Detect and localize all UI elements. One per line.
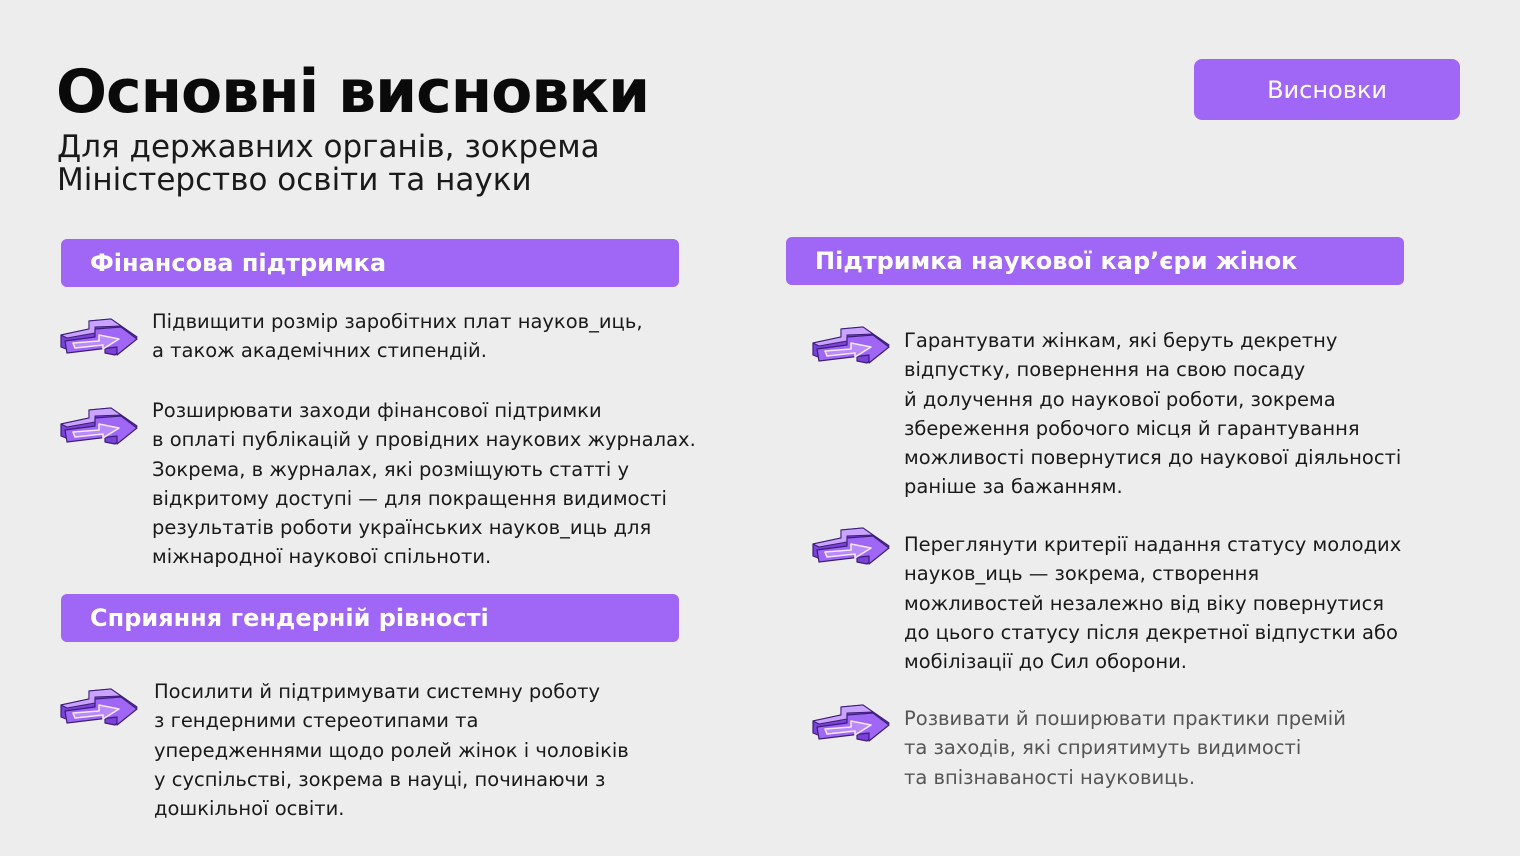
item-line: відкритому доступі — для покращення видимості bbox=[152, 486, 667, 510]
arrow-icon bbox=[811, 520, 891, 572]
gender-section-header: Сприяння гендерній рівності bbox=[61, 594, 679, 642]
item-line: збереження робочого місця й гарантування bbox=[904, 416, 1360, 440]
item-line: до цього статусу після декретної відпустки або bbox=[904, 620, 1398, 644]
item-line: Підвищити розмір заробітних плат науков_иць, bbox=[152, 310, 643, 333]
item-line: з гендерними стереотипами та bbox=[154, 709, 479, 733]
page-subtitle bbox=[57, 131, 600, 197]
item-line: науков_иць — зокрема, створення bbox=[904, 562, 1260, 586]
item-line: у суспільстві, зокрема в науці, починаючи з bbox=[154, 767, 606, 791]
item-line: Зокрема, в журналах, які розміщують статті у bbox=[152, 457, 630, 481]
arrow-icon bbox=[59, 311, 139, 363]
section-badge: Висновки bbox=[1194, 59, 1460, 120]
subtitle-line: Міністерство освіти та науки bbox=[57, 162, 532, 198]
career-item-3 bbox=[904, 704, 1346, 792]
item-line: Розширювати заходи фінансової підтримки bbox=[152, 399, 602, 422]
item-line: та заходів, які сприятимуть видимості bbox=[904, 736, 1302, 760]
item-line: Гарантувати жінкам, які беруть декретну bbox=[904, 329, 1338, 352]
gender-item-1 bbox=[154, 677, 629, 823]
arrow-icon bbox=[811, 319, 891, 371]
arrow-icon bbox=[59, 400, 139, 452]
item-line: Посилити й підтримувати системну роботу bbox=[154, 680, 601, 703]
item-line: раніше за бажанням. bbox=[904, 475, 1123, 499]
item-line: відпустку, повернення на свою посаду bbox=[904, 358, 1306, 382]
item-line: міжнародної наукової спільноти. bbox=[152, 545, 492, 569]
item-line: Розвивати й поширювати практики премій bbox=[904, 707, 1346, 730]
career-item-1 bbox=[904, 326, 1401, 502]
item-line: дошкільної освіти. bbox=[154, 797, 345, 821]
finance-item-1 bbox=[152, 307, 643, 366]
item-line: можливості повернутися до наукової діяльності bbox=[904, 446, 1402, 470]
item-line: й долучення до наукової роботи, зокрема bbox=[904, 387, 1336, 411]
item-line: Переглянути критерії надання статусу молодих bbox=[904, 533, 1402, 556]
item-line: можливостей незалежно від віку повернутися bbox=[904, 591, 1385, 615]
item-line: упередженнями щодо ролей жінок і чоловіків bbox=[154, 738, 629, 762]
item-line: а також академічних стипендій. bbox=[152, 339, 487, 363]
item-line: мобілізації до Сил оборони. bbox=[904, 650, 1187, 674]
arrow-icon bbox=[59, 681, 139, 733]
item-line: та впізнаваності науковиць. bbox=[904, 765, 1196, 789]
finance-section-header: Фінансова підтримка bbox=[61, 239, 679, 287]
career-item-2 bbox=[904, 530, 1401, 676]
subtitle-line: Для державних органів, зокрема bbox=[57, 129, 600, 165]
item-line: результатів роботи українських науков_иць для bbox=[152, 516, 652, 540]
finance-item-2 bbox=[152, 396, 696, 572]
career-section-header: Підтримка наукової кар’єри жінок bbox=[786, 237, 1404, 285]
item-line: в оплаті публікацій у провідних наукових журналах. bbox=[152, 428, 696, 452]
arrow-icon bbox=[811, 697, 891, 749]
page-title: Основні висновки bbox=[56, 57, 650, 127]
